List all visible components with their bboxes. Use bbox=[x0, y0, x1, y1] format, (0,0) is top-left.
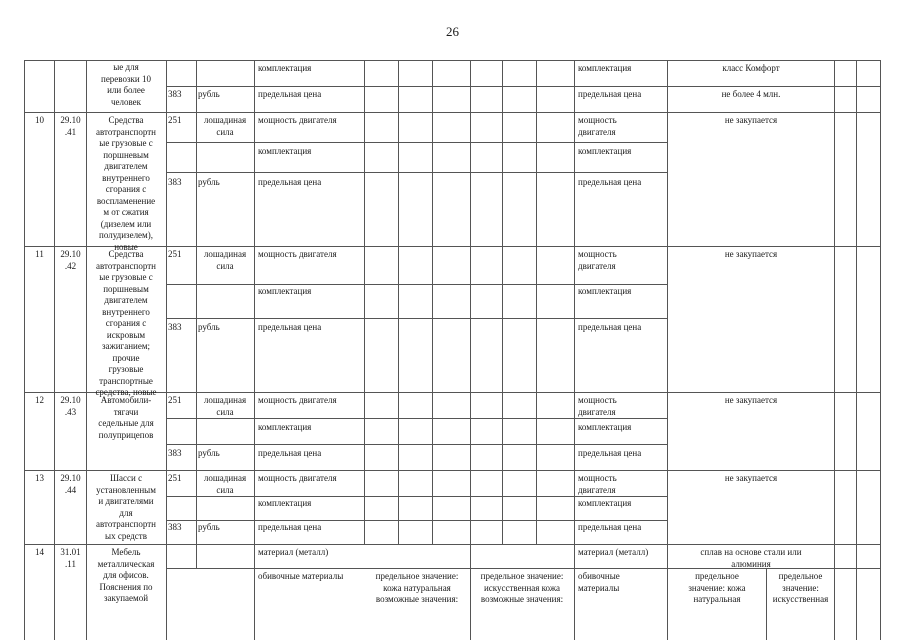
feature-value-2: предельное значение: искусственная bbox=[772, 571, 829, 604]
limit-value-1: предельное значение: кожа натуральная возможные значения: bbox=[375, 571, 459, 604]
item-name: Средства автотранспортн ые грузовые с поршневым двигателем внутреннего сгорания с воспламенение м от сжатия (дизелем или полудизелем), новые bbox=[95, 115, 156, 252]
feature-name-2: комплектация bbox=[578, 422, 632, 432]
okpd-code: 29.10 .41 bbox=[60, 115, 81, 137]
table-rule bbox=[254, 60, 255, 640]
feature-name-2: комплектация bbox=[578, 498, 632, 508]
unit-code: 383 bbox=[168, 177, 182, 187]
table-rule bbox=[470, 60, 471, 640]
feature-name: обивочные материалы bbox=[258, 571, 344, 581]
feature-name: комплектация bbox=[258, 146, 312, 156]
table-rule bbox=[24, 544, 880, 545]
feature-value: не закупается bbox=[724, 249, 778, 259]
table-rule bbox=[166, 318, 667, 319]
table-rule bbox=[364, 60, 365, 544]
table-rule bbox=[166, 142, 667, 143]
okpd-code: 29.10 .42 bbox=[60, 249, 81, 271]
feature-name: мощность двигателя bbox=[258, 115, 337, 125]
unit-code: 383 bbox=[168, 522, 182, 532]
feature-name-2: предельная цена bbox=[578, 322, 642, 332]
table-rule bbox=[166, 444, 667, 445]
table-rule bbox=[166, 172, 667, 173]
okpd-code: 29.10 .43 bbox=[60, 395, 81, 417]
table-rule bbox=[166, 284, 667, 285]
table-rule bbox=[24, 60, 880, 61]
cont-feature2-2: предельная цена bbox=[578, 89, 642, 99]
cont-value-2: не более 4 млн. bbox=[721, 89, 781, 99]
cont-feature-1: комплектация bbox=[258, 63, 312, 73]
unit-name: лошадиная сила bbox=[203, 473, 247, 495]
table-rule bbox=[502, 60, 503, 544]
cont-unit-2: рубль bbox=[198, 89, 220, 99]
feature-name-2: предельная цена bbox=[578, 177, 642, 187]
feature-name: предельная цена bbox=[258, 522, 322, 532]
table-rule bbox=[166, 520, 667, 521]
feature-name: комплектация bbox=[258, 498, 312, 508]
unit-name: рубль bbox=[198, 522, 220, 532]
unit-code: 383 bbox=[168, 322, 182, 332]
table-rule bbox=[86, 60, 87, 640]
cont-code-2: 383 bbox=[168, 89, 182, 99]
item-name: Автомобили- тягачи седельные для полуприцепов bbox=[98, 395, 154, 440]
row-number: 10 bbox=[35, 115, 44, 125]
row-number: 12 bbox=[35, 395, 44, 405]
cont-feature2-1: комплектация bbox=[578, 63, 632, 73]
unit-code: 383 bbox=[168, 448, 182, 458]
table-rule bbox=[166, 496, 667, 497]
table-rule bbox=[166, 418, 667, 419]
unit-name: рубль bbox=[198, 177, 220, 187]
limit-value-2: предельное значение: искусственная кожа возможные значения: bbox=[480, 571, 564, 604]
feature-name: комплектация bbox=[258, 422, 312, 432]
feature-name-2: комплектация bbox=[578, 286, 632, 296]
feature-name: мощность двигателя bbox=[258, 395, 337, 405]
feature-name-2: обивочные материалы bbox=[578, 571, 620, 593]
table-rule bbox=[24, 246, 880, 247]
okpd-code: 29.10 .44 bbox=[60, 473, 81, 495]
cont-name: ые для перевозки 10 или более человек bbox=[101, 62, 151, 107]
table-rule bbox=[24, 470, 880, 471]
feature-name: комплектация bbox=[258, 286, 312, 296]
table-rule bbox=[574, 60, 575, 640]
feature-name-2: материал (металл) bbox=[578, 547, 649, 557]
feature-name-2: предельная цена bbox=[578, 522, 642, 532]
cont-value-1: класс Комфорт bbox=[722, 63, 780, 73]
item-name: Средства автотранспортн ые грузовые с поршневым двигателем внутреннего сгорания с искровым зажиганием; прочие грузовые транспортные средства, новые bbox=[95, 249, 157, 397]
unit-code: 251 bbox=[168, 473, 182, 483]
unit-code: 251 bbox=[168, 115, 182, 125]
feature-name-2: мощность двигателя bbox=[578, 115, 617, 137]
feature-name-2: мощность двигателя bbox=[578, 249, 617, 271]
feature-name: мощность двигателя bbox=[258, 473, 337, 483]
feature-name-2: комплектация bbox=[578, 146, 632, 156]
feature-name-2: мощность двигателя bbox=[578, 395, 617, 417]
feature-name: предельная цена bbox=[258, 448, 322, 458]
table-rule bbox=[398, 60, 399, 544]
feature-value: не закупается bbox=[724, 473, 778, 483]
table-rule bbox=[536, 60, 537, 544]
table-rule bbox=[166, 60, 167, 640]
unit-name: лошадиная сила bbox=[203, 115, 247, 137]
unit-name: лошадиная сила bbox=[203, 249, 247, 271]
page-number: 26 bbox=[446, 24, 459, 39]
unit-name: рубль bbox=[198, 448, 220, 458]
table-rule bbox=[856, 60, 857, 640]
feature-name: материал (металл) bbox=[258, 547, 329, 557]
feature-value: не закупается bbox=[724, 115, 778, 125]
table-rule bbox=[166, 86, 880, 87]
row-number: 14 bbox=[35, 547, 44, 557]
okpd-code: 31.01 .11 bbox=[60, 547, 81, 569]
table-rule bbox=[667, 60, 668, 640]
feature-name: мощность двигателя bbox=[258, 249, 337, 259]
row-number: 11 bbox=[35, 249, 44, 259]
unit-name: рубль bbox=[198, 322, 220, 332]
feature-value-1: предельное значение: кожа натуральная bbox=[688, 571, 746, 604]
table-rule bbox=[834, 60, 835, 640]
unit-code: 251 bbox=[168, 395, 182, 405]
cont-feature-2: предельная цена bbox=[258, 89, 322, 99]
table-rule bbox=[432, 60, 433, 544]
item-name: Шасси с установленным и двигателями для автотранспортн ых средств bbox=[95, 473, 156, 541]
row-number: 13 bbox=[35, 473, 44, 483]
table-rule bbox=[24, 112, 880, 113]
feature-name: предельная цена bbox=[258, 177, 322, 187]
feature-name-2: мощность двигателя bbox=[578, 473, 617, 495]
item-name: Мебель металлическая для офисов. Пояснения по закупаемой bbox=[97, 547, 155, 603]
feature-name: предельная цена bbox=[258, 322, 322, 332]
feature-value: сплав на основе стали или алюминия bbox=[700, 547, 802, 569]
feature-name-2: предельная цена bbox=[578, 448, 642, 458]
feature-value: не закупается bbox=[724, 395, 778, 405]
unit-code: 251 bbox=[168, 249, 182, 259]
unit-name: лошадиная сила bbox=[203, 395, 247, 417]
table-rule bbox=[880, 60, 881, 640]
